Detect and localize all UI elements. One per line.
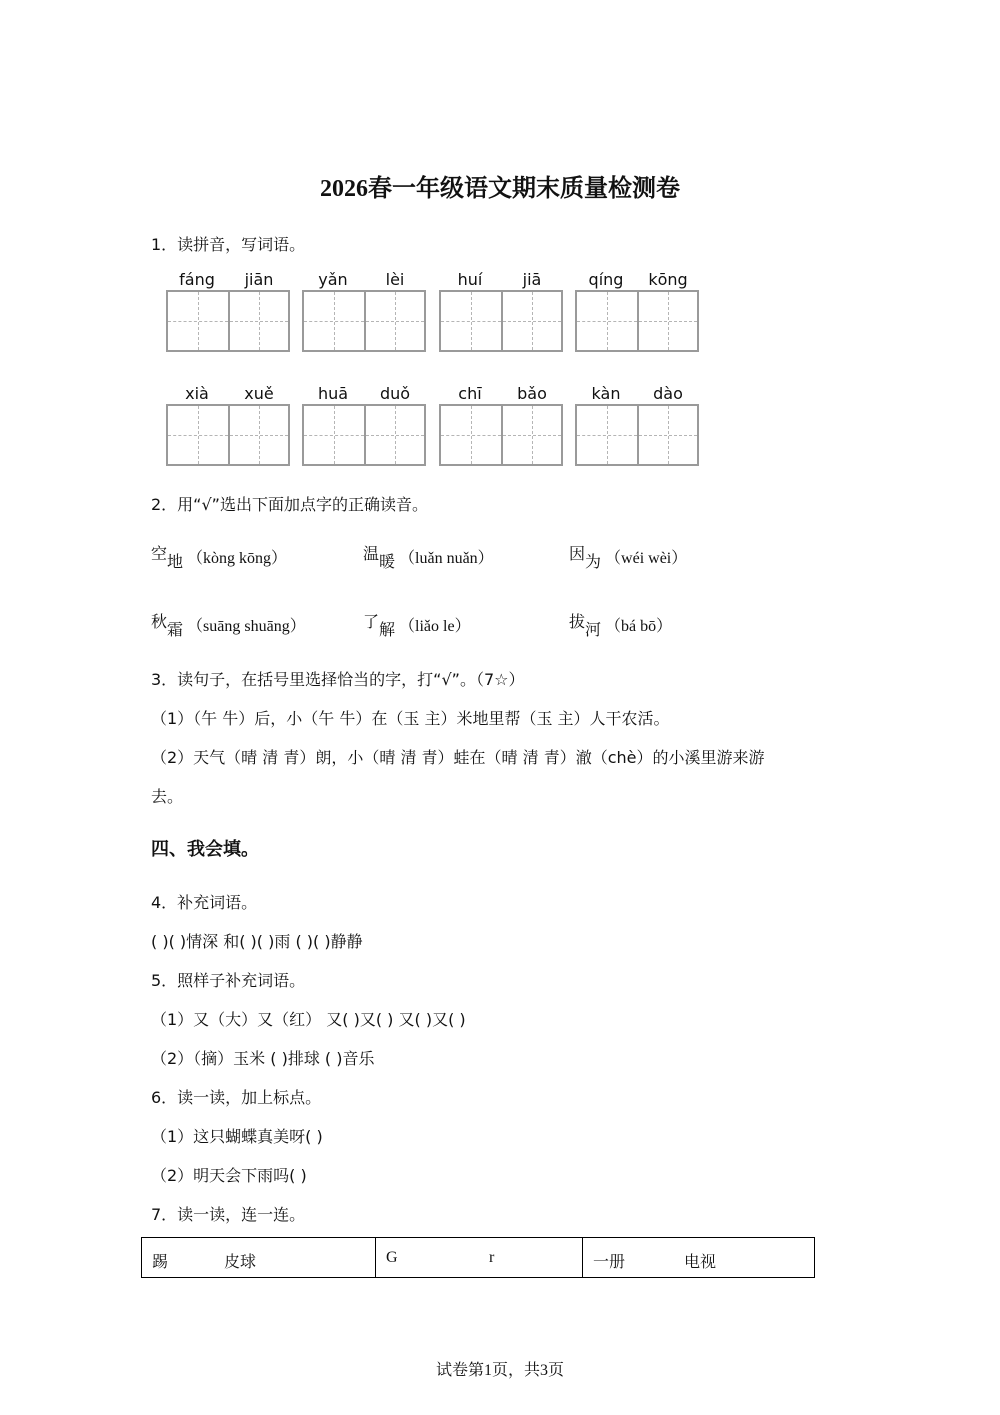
q2-word-char: 暖 (379, 552, 396, 571)
q2-word-char: 秋 (151, 612, 168, 631)
tianzige-cell[interactable] (637, 292, 697, 350)
q7-cell-word: 电视 (684, 1252, 717, 1271)
pinyin-writing-grid[interactable] (166, 384, 290, 464)
q1-prompt: 1．读拼音，写词语。 (151, 235, 306, 254)
q2-word-char: 了 (363, 612, 380, 631)
pinyin-label: kōng (648, 270, 688, 289)
q3-prompt: 3．读句子，在括号里选择恰当的字，打“√”。（7☆） (151, 670, 525, 689)
q2-word-char: 霜 (167, 620, 184, 639)
pinyin-row (575, 270, 699, 290)
tianzige-cell[interactable] (577, 406, 637, 464)
q6-line-2: （2）明天会下雨吗( ) (151, 1166, 307, 1185)
q7-cell-word: G (386, 1249, 398, 1266)
section-heading: 四、我会填。 (151, 839, 259, 860)
pinyin-label: huí (457, 270, 483, 289)
q2-pinyin-options[interactable]: （liǎo le） (399, 618, 471, 635)
pinyin-label: kàn (591, 384, 621, 403)
pinyin-label: dào (653, 384, 683, 403)
tianzige-cell[interactable] (501, 406, 561, 464)
tianzige-cell[interactable] (637, 406, 697, 464)
q2-word-char: 空 (151, 544, 168, 563)
tianzige-boxes[interactable] (439, 290, 563, 352)
pinyin-row (302, 384, 426, 404)
q7-cell-word: 踢 (152, 1252, 169, 1271)
q3-sentence-1: （1）（午 牛）后，小（午 牛）在（玉 主）米地里帮（玉 主）人干农活。 (151, 709, 670, 728)
tianzige-cell[interactable] (441, 406, 501, 464)
tianzige-cell[interactable] (364, 406, 424, 464)
pinyin-row (439, 384, 563, 404)
pinyin-writing-grid[interactable] (439, 384, 563, 464)
pinyin-row (302, 270, 426, 290)
q3-sentence-2: （2）天气（晴 清 青）朗，小（晴 清 青）蛙在（晴 清 青）澈（chè）的小溪里游来游 (151, 748, 765, 767)
tianzige-cell[interactable] (168, 406, 228, 464)
tianzige-cell[interactable] (501, 292, 561, 350)
pinyin-label: huā (317, 384, 349, 403)
pinyin-writing-grid[interactable] (439, 270, 563, 350)
pinyin-label: jiān (244, 270, 274, 289)
pinyin-label: xià (185, 384, 209, 403)
tianzige-cell[interactable] (228, 406, 288, 464)
page-title: 2026春一年级语文期末质量检测卷 (320, 176, 680, 202)
q3-sentence-2-cont: 去。 (151, 787, 184, 806)
pinyin-writing-grid[interactable] (302, 384, 426, 464)
pinyin-label: chī (458, 384, 482, 403)
tianzige-boxes[interactable] (575, 290, 699, 352)
tianzige-cell[interactable] (364, 292, 424, 350)
tianzige-boxes[interactable] (439, 404, 563, 466)
q2-item (569, 612, 673, 639)
q5-line-2: （2）（摘）玉米 ( )排球 ( )音乐 (151, 1049, 375, 1068)
pinyin-label: xuě (244, 384, 274, 403)
q2-item (151, 544, 288, 571)
pinyin-label: jiā (522, 270, 542, 289)
tianzige-cell[interactable] (304, 292, 364, 350)
pinyin-row (166, 384, 290, 404)
q2-word-char: 河 (585, 620, 602, 639)
q2-item (151, 612, 306, 639)
q2-pinyin-options[interactable]: （kòng kōng） (187, 550, 288, 567)
pinyin-row (439, 270, 563, 290)
q2-pinyin-options[interactable]: （wéi wèi） (605, 550, 688, 567)
tianzige-boxes[interactable] (166, 404, 290, 466)
pinyin-writing-grid[interactable] (575, 270, 699, 350)
q7-cell (582, 1238, 814, 1277)
pinyin-writing-grid[interactable] (166, 270, 290, 350)
q6-line-1: （1）这只蝴蝶真美呀( ) (151, 1127, 323, 1146)
q2-pinyin-options[interactable]: （luǎn nuǎn） (399, 550, 494, 567)
q2-pinyin-options[interactable]: （bá bō） (605, 618, 673, 635)
tianzige-cell[interactable] (577, 292, 637, 350)
tianzige-boxes[interactable] (302, 290, 426, 352)
q2-item (569, 544, 688, 571)
pinyin-label: qíng (588, 270, 624, 289)
q2-word-char: 因 (569, 544, 586, 563)
q2-word-char: 为 (585, 552, 602, 571)
page-footer: 试卷第1页，共3页 (435, 1362, 564, 1379)
tianzige-boxes[interactable] (575, 404, 699, 466)
q2-word-char: 温 (363, 544, 380, 563)
q7-cell-word: 皮球 (224, 1252, 257, 1271)
pinyin-label: lèi (385, 270, 405, 289)
q7-cell-word: 一册 (593, 1252, 626, 1271)
pinyin-row (166, 270, 290, 290)
q7-match-table (141, 1237, 815, 1278)
q2-word-char: 地 (167, 552, 184, 571)
tianzige-boxes[interactable] (166, 290, 290, 352)
q7-cell (375, 1238, 582, 1277)
tianzige-cell[interactable] (228, 292, 288, 350)
pinyin-writing-grid[interactable] (302, 270, 426, 350)
q2-word-char: 解 (379, 620, 396, 639)
q2-item (363, 612, 471, 639)
q5-prompt: 5．照样子补充词语。 (151, 971, 306, 990)
q5-line-1: （1）又（大）又（红） 又( )又( ) 又( )又( ) (151, 1010, 466, 1029)
pinyin-label: duǒ (379, 384, 411, 403)
pinyin-label: yǎn (318, 270, 348, 289)
q2-item (363, 544, 494, 571)
q2-prompt: 2．用“√”选出下面加点字的正确读音。 (151, 495, 428, 514)
q7-prompt: 7．读一读，连一连。 (151, 1205, 306, 1224)
q2-word-char: 拔 (569, 612, 586, 631)
pinyin-writing-grid[interactable] (575, 384, 699, 464)
q4-blanks: ( )( )情深 和( )( )雨 ( )( )静静 (151, 932, 363, 951)
pinyin-row (575, 384, 699, 404)
q2-pinyin-options[interactable]: （suāng shuāng） (187, 618, 306, 635)
q6-prompt: 6．读一读，加上标点。 (151, 1088, 322, 1107)
tianzige-cell[interactable] (304, 406, 364, 464)
tianzige-cell[interactable] (441, 292, 501, 350)
pinyin-label: bǎo (517, 384, 547, 403)
q7-cell (142, 1238, 375, 1277)
tianzige-boxes[interactable] (302, 404, 426, 466)
pinyin-label: fáng (179, 270, 215, 289)
q7-cell-word: r (489, 1249, 495, 1266)
q4-prompt: 4．补充词语。 (151, 893, 258, 912)
tianzige-cell[interactable] (168, 292, 228, 350)
